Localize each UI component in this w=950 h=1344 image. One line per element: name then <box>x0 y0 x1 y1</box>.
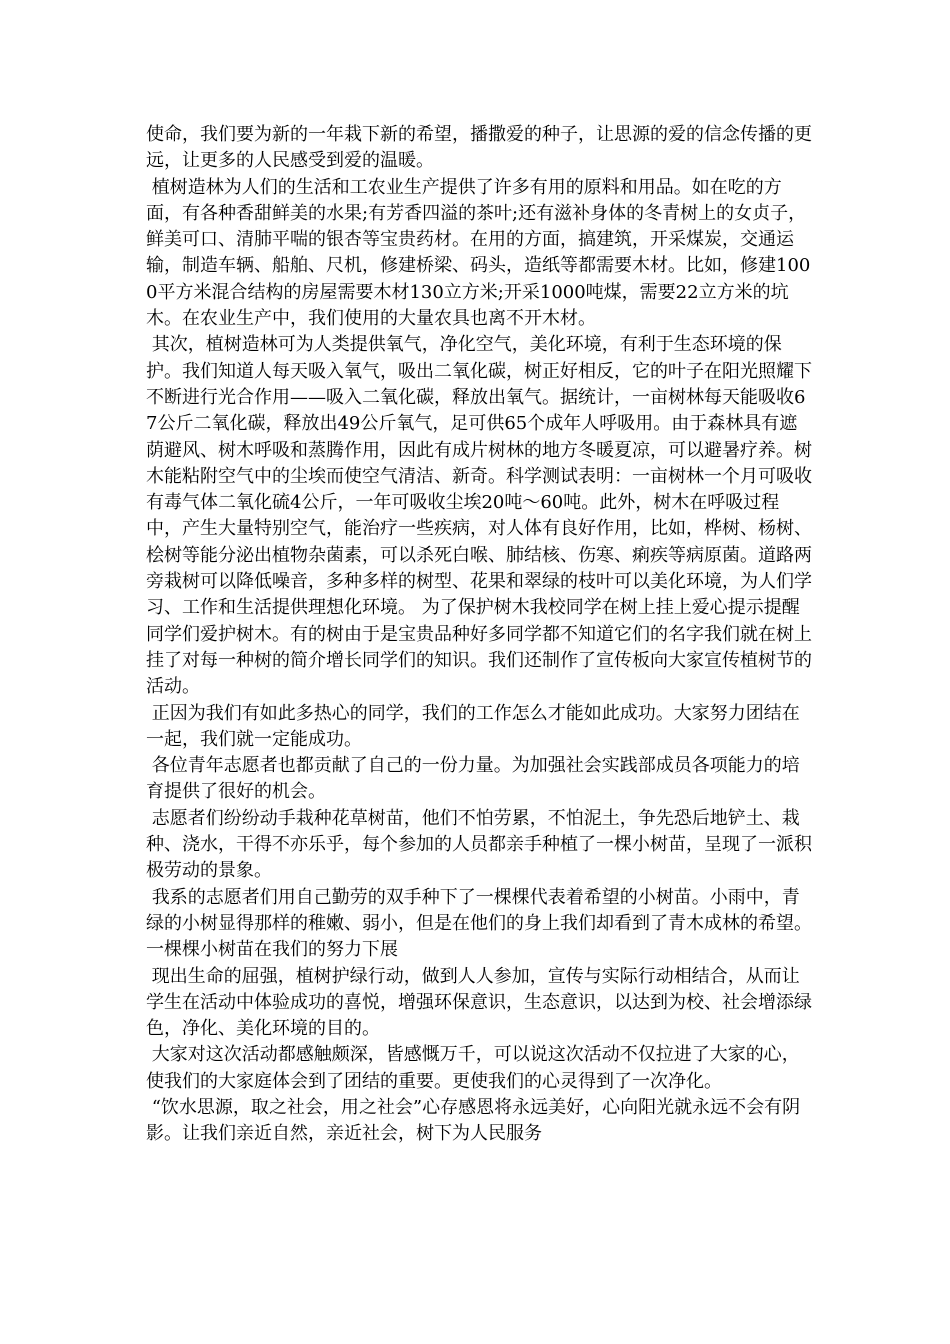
paragraph-5: 各位青年志愿者也都贡献了自己的一份力量。为加强社会实践部成员各项能力的培育提供了很好的机会。 <box>146 755 800 803</box>
paragraph-1: 使命，我们要为新的一年栽下新的希望，播撒爱的种子，让思源的爱的信念传播的更远，让更多的人民感受到爱的温暖。 <box>146 124 812 172</box>
paragraph-8: 现出生命的屈强，植树护绿行动，做到人人参加，宣传与实际行动相结合，从而让学生在活动中体验成功的喜悦，增强环保意识，生态意识，以达到为校、社会增添绿色，净化、美化环境的目的。 <box>146 965 812 1040</box>
document-body <box>146 122 814 1148</box>
paragraph-4: 正因为我们有如此多热心的同学，我们的工作怎么才能如此成功。大家努力团结在一起，我们就一定能成功。 <box>146 702 800 750</box>
paragraph-3: 其次，植树造林可为人类提供氧气，净化空气，美化环境，有利于生态环境的保护。我们知道人每天吸入氧气，吸出二氧化碳，树正好相反，它的叶子在阳光照耀下不断进行光合作用——吸入二氧化碳，释放出氧气。据统计，一亩树林每天能吸收67公斤二氧化碳，释放出49公斤氧气，足可供65个成年人呼吸用。由于森林具有遮荫避风、树木呼吸和蒸腾作用，因此有成片树林的地方冬暖夏凉，可以避暑疗养。树木能粘附空气中的尘埃而使空气清洁、新奇。科学测试表明：一亩树林一个月可吸收有毒气体二氧化硫4公斤，一年可吸收尘埃20吨～60吨。此外，树木在呼吸过程中，产生大量特别空气，能治疗一些疾病，对人体有良好作用，比如，桦树、杨树、桧树等能分泌出植物杂菌素，可以杀死白喉、肺结核、伤寒、痢疾等病原菌。道路两旁栽树可以降低噪音，多种多样的树型、花果和翠绿的枝叶可以美化环境，为人们学习、工作和生活提供理想化环境。 为了保护树木我校同学在树上挂上爱心提示提醒同学们爱护树木。有的树由于是宝贵品种好多同学都不知道它们的名字我们就在树上挂了对每一种树的简介增长同学们的知识。我们还制作了宣传板向大家宣传植树节的活动。 <box>146 334 812 698</box>
paragraph-9: 大家对这次活动都感触颇深，皆感慨万千，可以说这次活动不仅拉进了大家的心，使我们的大家庭体会到了团结的重要。更使我们的心灵得到了一次净化。 <box>146 1044 800 1092</box>
paragraph-2: 植树造林为人们的生活和工农业生产提供了许多有用的原料和用品。如在吃的方面，有各种香甜鲜美的水果;有芳香四溢的茶叶;还有滋补身体的冬青树上的女贞子，鲜美可口、清肺平喘的银杏等宝贵药材。在用的方面，搞建筑，开采煤炭，交通运输，制造车辆、船舶、尺机，修建桥梁、码头，造纸等都需要木材。比如，修建1000平方米混合结构的房屋需要木材130立方米;开采1000吨煤，需要22立方米的坑木。在农业生产中，我们使用的大量农具也离不开木材。 <box>146 176 811 330</box>
paragraph-7: 我系的志愿者们用自己勤劳的双手种下了一棵棵代表着希望的小树苗。小雨中，青绿的小树显得那样的稚嫩、弱小，但是在他们的身上我们却看到了青木成林的希望。一棵棵小树苗在我们的努力下展 <box>146 886 812 961</box>
paragraph-10: “饮水思源，取之社会，用之社会”心存感恩将永远美好，心向阳光就永远不会有阴影。让我们亲近自然，亲近社会，树下为人民服务 <box>146 1096 801 1145</box>
paragraph-6: 志愿者们纷纷动手栽种花草树苗，他们不怕劳累，不怕泥土，争先恐后地铲土、栽种、浇水，干得不亦乐乎，每个参加的人员都亲手种植了一棵小树苗，呈现了一派积极劳动的景象。 <box>146 807 812 882</box>
